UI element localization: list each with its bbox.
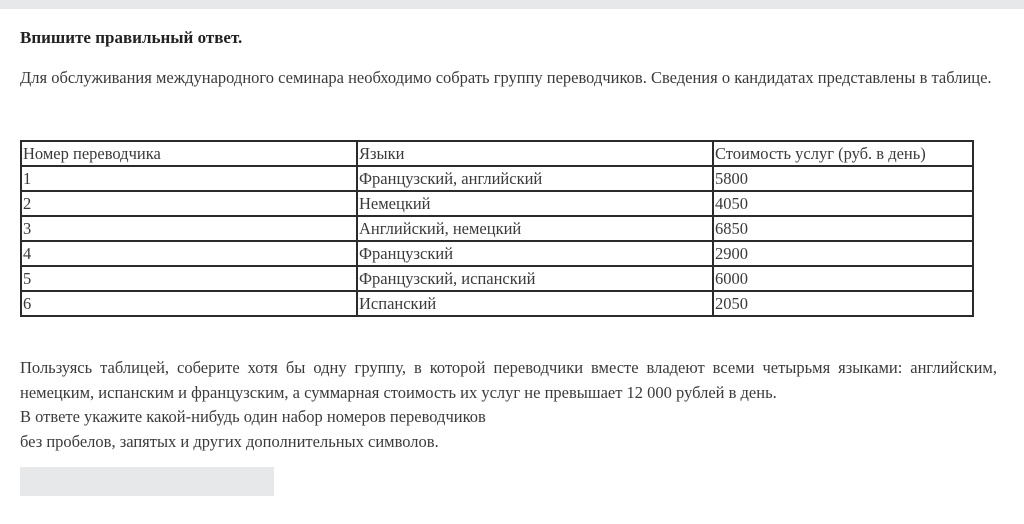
- translators-table: [20, 140, 974, 317]
- table-row: [21, 166, 973, 191]
- instruction-line: В ответе укажите какой-нибудь один набор номеров переводчиков: [20, 407, 486, 426]
- cell-cost: 2050: [713, 291, 973, 316]
- cell-cost: 2900: [713, 241, 973, 266]
- table-row: [21, 291, 973, 316]
- cell-number: 2: [21, 191, 357, 216]
- header-cell-languages: Языки: [357, 141, 713, 166]
- table-header-row: [21, 141, 973, 166]
- cell-cost: 4050: [713, 191, 973, 216]
- cell-languages: Испанский: [357, 291, 713, 316]
- table-row: [21, 266, 973, 291]
- task-question: Пользуясь таблицей, соберите хотя бы одну группу, в которой переводчики вместе владеют всеми четырьмя языками: английским, немецким, испанским и французским, а суммарная стоимость их услуг не превышает 12 000 рублей в день.: [20, 358, 997, 402]
- cell-number: 3: [21, 216, 357, 241]
- table-row: [21, 216, 973, 241]
- top-bar: [0, 0, 1024, 9]
- cell-number: 5: [21, 266, 357, 291]
- cell-number: 1: [21, 166, 357, 191]
- cell-cost: 6850: [713, 216, 973, 241]
- header-cell-number: Номер переводчика: [21, 141, 357, 166]
- cell-languages: Немецкий: [357, 191, 713, 216]
- task-intro: Для обслуживания международного семинара необходимо собрать группу переводчиков. Сведения о кандидатах представлены в таблице.: [20, 68, 992, 87]
- cell-number: 6: [21, 291, 357, 316]
- cell-cost: 5800: [713, 166, 973, 191]
- table-row: [21, 241, 973, 266]
- cell-cost: 6000: [713, 266, 973, 291]
- instruction-line: без пробелов, запятых и других дополнительных символов.: [20, 432, 439, 451]
- cell-languages: Французский, английский: [357, 166, 713, 191]
- cell-languages: Французский, испанский: [357, 266, 713, 291]
- answer-input[interactable]: [20, 467, 274, 496]
- table-row: [21, 191, 973, 216]
- cell-languages: Французский: [357, 241, 713, 266]
- cell-number: 4: [21, 241, 357, 266]
- task-heading: Впишите правильный ответ.: [20, 28, 243, 47]
- header-cell-cost: Стоимость услуг (руб. в день): [713, 141, 973, 166]
- cell-languages: Английский, немецкий: [357, 216, 713, 241]
